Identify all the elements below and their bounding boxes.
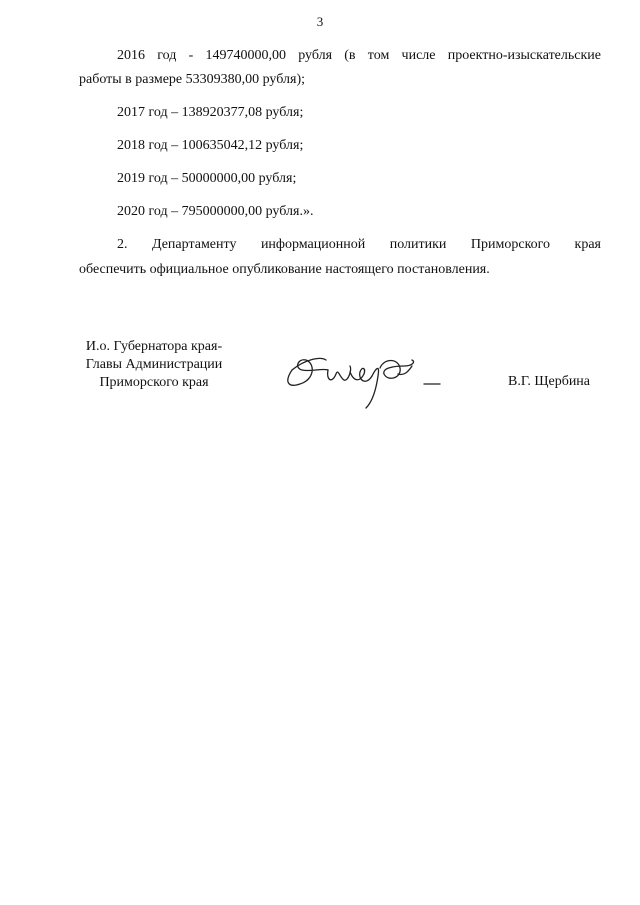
page-number: 3 [316, 14, 324, 29]
funding-2017: 2017 год – 138920377,08 рубля; [117, 105, 304, 120]
funding-2020: 2020 год – 795000000,00 рубля.». [117, 204, 314, 219]
signer-title [74, 338, 234, 392]
signer-title-line-1: И.о. Губернатора края- [85, 339, 223, 354]
funding-2018: 2018 год – 100635042,12 рубля; [117, 138, 304, 153]
handwritten-signature [280, 346, 450, 410]
item2-line-1: 2. Департаменту информационной политики Приморского края [117, 237, 601, 252]
funding-2016-line-2: работы в размере 53309380,00 рубля); [79, 72, 306, 87]
funding-2016-line-1: 2016 год - 149740000,00 рубля (в том числе проектно-изыскательские [117, 48, 601, 63]
signer-name: В.Г. Щербина [508, 374, 591, 389]
funding-2019: 2019 год – 50000000,00 рубля; [117, 171, 297, 186]
item2-line-2: обеспечить официальное опубликование настоящего постановления. [79, 262, 490, 277]
signer-title-line-2: Главы Администрации [85, 357, 223, 372]
signer-title-line-3: Приморского края [99, 375, 209, 390]
